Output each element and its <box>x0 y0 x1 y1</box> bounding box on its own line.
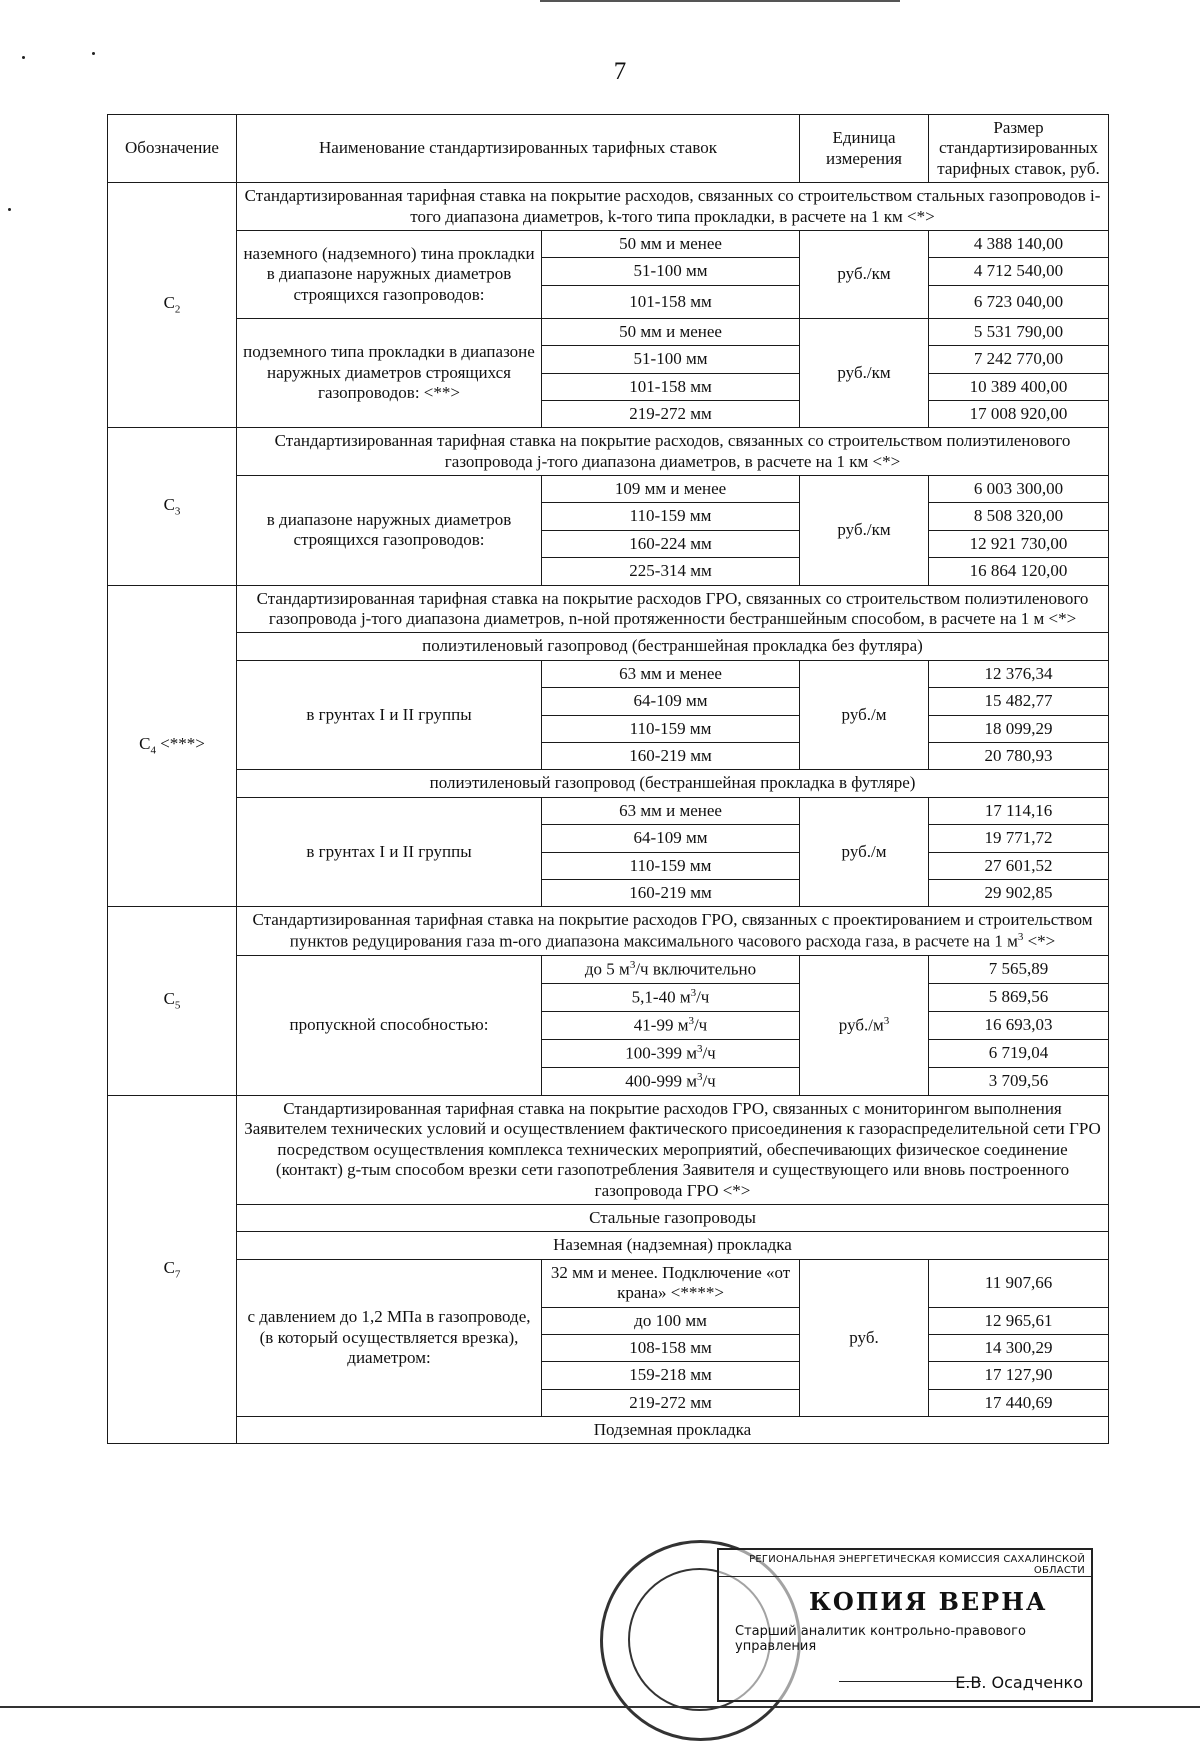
range-cell: 110-159 мм <box>542 715 800 742</box>
value-cell: 18 099,29 <box>929 715 1109 742</box>
value-cell: 3 709,56 <box>929 1067 1109 1095</box>
c2-title-row <box>108 183 1109 231</box>
c5-title-row <box>108 907 1109 955</box>
value-cell: 17 127,90 <box>929 1362 1109 1389</box>
c3-group1-label: в диапазоне наружных диаметров строящихся газопроводов: <box>237 476 542 586</box>
value-cell: 7 565,89 <box>929 955 1109 983</box>
scan-speck <box>8 208 11 211</box>
value-cell: 7 242 770,00 <box>929 346 1109 373</box>
stamp-position: Старший аналитик контрольно-правового управления <box>735 1624 1026 1654</box>
table-row <box>108 955 1109 983</box>
c4-code: $C_4$ <***> <box>108 585 237 907</box>
range-cell: 41-99 $м^3/ч$ <box>542 1011 800 1039</box>
value-cell: 27 601,52 <box>929 852 1109 879</box>
range-cell: 32 мм и менее. Подключение «от крана» <****> <box>542 1259 800 1307</box>
value-cell: 4 388 140,00 <box>929 230 1109 257</box>
c2-group1-unit: руб./км <box>800 230 929 318</box>
range-cell: 219-272 мм <box>542 1389 800 1416</box>
range-cell: 109 мм и менее <box>542 476 800 503</box>
header-size: Размер стандартизированных тарифных ставок, руб. <box>929 115 1109 183</box>
c7-section3-row <box>108 1417 1109 1444</box>
c4-section1: полиэтиленовый газопровод (бестраншейная прокладка без футляра) <box>237 633 1109 660</box>
value-cell: 17 440,69 <box>929 1389 1109 1416</box>
range-cell: 51-100 мм <box>542 258 800 285</box>
range-cell: 5,1-40 $м^3/ч$ <box>542 983 800 1011</box>
c7-section2: Наземная (надземная) прокладка <box>237 1232 1109 1259</box>
bottom-edge-line <box>0 1706 1200 1708</box>
c7-title-row <box>108 1096 1109 1205</box>
value-cell: 17 008 920,00 <box>929 400 1109 427</box>
c3-code: $C_3$ <box>108 428 237 585</box>
range-cell: 160-224 мм <box>542 530 800 557</box>
value-cell: 4 712 540,00 <box>929 258 1109 285</box>
c3-title: Стандартизированная тарифная ставка на покрытие расходов, связанных со строительством полиэтиленового газопровода j-того диапазона диаметров, в расчете на 1 км <*> <box>237 428 1109 476</box>
certified-copy-stamp <box>717 1548 1093 1702</box>
range-cell: 101-158 мм <box>542 285 800 318</box>
c5-group1-unit: $руб./м^3$ <box>800 955 929 1095</box>
value-cell: 12 376,34 <box>929 660 1109 687</box>
c7-code: $C_7$ <box>108 1096 237 1444</box>
value-cell: 19 771,72 <box>929 825 1109 852</box>
value-cell: 12 921 730,00 <box>929 530 1109 557</box>
header-name: Наименование стандартизированных тарифных ставок <box>237 115 800 183</box>
range-cell: 63 мм и менее <box>542 660 800 687</box>
range-cell: 400-999 $м^3/ч$ <box>542 1067 800 1095</box>
c2-group1-label: наземного (надземного) тина прокладки в диапазоне наружных диаметров строящихся газопроводов: <box>237 230 542 318</box>
c3-group1-unit: руб./км <box>800 476 929 586</box>
c4-group2-label: в грунтах I и II группы <box>237 797 542 907</box>
range-cell: 225-314 мм <box>542 558 800 585</box>
value-cell: 29 902,85 <box>929 879 1109 906</box>
range-cell: 110-159 мм <box>542 503 800 530</box>
c3-title-row <box>108 428 1109 476</box>
c4-group1-label: в грунтах I и II группы <box>237 660 542 770</box>
value-cell: 8 508 320,00 <box>929 503 1109 530</box>
c4-section2: полиэтиленовый газопровод (бестраншейная прокладка в футляре) <box>237 770 1109 797</box>
table-row <box>108 318 1109 345</box>
c7-section1-row <box>108 1204 1109 1231</box>
header-unit: Единица измерения <box>800 115 929 183</box>
c4-section1-row <box>108 633 1109 660</box>
c5-group1-label: пропускной способностью: <box>237 955 542 1095</box>
table-row <box>108 476 1109 503</box>
table-row <box>108 1259 1109 1307</box>
range-cell: 64-109 мм <box>542 688 800 715</box>
range-cell: 63 мм и менее <box>542 797 800 824</box>
range-cell: 101-158 мм <box>542 373 800 400</box>
value-cell: 15 482,77 <box>929 688 1109 715</box>
value-cell: 16 864 120,00 <box>929 558 1109 585</box>
c2-group2-label: подземного типа прокладки в диапазоне наружных диаметров строящихся газопроводов: <**> <box>237 318 542 428</box>
value-cell: 17 114,16 <box>929 797 1109 824</box>
value-cell: 6 719,04 <box>929 1039 1109 1067</box>
value-cell: 6 003 300,00 <box>929 476 1109 503</box>
c7-group1-unit: руб. <box>800 1259 929 1416</box>
c4-title-row <box>108 585 1109 633</box>
c7-section3: Подземная прокладка <box>237 1417 1109 1444</box>
header-designation: Обозначение <box>108 115 237 183</box>
range-cell: 110-159 мм <box>542 852 800 879</box>
c5-title: Стандартизированная тарифная ставка на покрытие расходов ГРО, связанных с проектированием и строительством пунктов редуцирования газа m-ого диапазона максимального часового расхода газа, в расчете на 1 $м^3$ <*> <box>237 907 1109 955</box>
range-cell: до 100 мм <box>542 1307 800 1334</box>
range-cell: 160-219 мм <box>542 879 800 906</box>
range-cell: до 5 $м^3/ч$ включительно <box>542 955 800 983</box>
value-cell: 6 723 040,00 <box>929 285 1109 318</box>
scan-speck <box>92 52 95 55</box>
range-cell: 64-109 мм <box>542 825 800 852</box>
value-cell: 12 965,61 <box>929 1307 1109 1334</box>
range-cell: 50 мм и менее <box>542 318 800 345</box>
value-cell: 10 389 400,00 <box>929 373 1109 400</box>
range-cell: 160-219 мм <box>542 742 800 769</box>
c7-title: Стандартизированная тарифная ставка на покрытие расходов ГРО, связанных с мониторингом выполнения Заявителем технических условий и осуществлением фактического присоединения к газораспределительной сети ГРО посредством осуществления комплекса технических мероприятий, обеспечивающих физическое соединение (контакт) g-тым способом врезки сети газопотребления Заявителя и существующего или вновь построенного газопровода ГРО <*> <box>237 1096 1109 1205</box>
value-cell: 5 869,56 <box>929 983 1109 1011</box>
value-cell: 11 907,66 <box>929 1259 1109 1307</box>
range-cell: 159-218 мм <box>542 1362 800 1389</box>
table-header-row <box>108 115 1109 183</box>
value-cell: 14 300,29 <box>929 1334 1109 1361</box>
range-cell: 50 мм и менее <box>542 230 800 257</box>
c2-code: $C_2$ <box>108 183 237 428</box>
top-edge-line <box>540 0 900 2</box>
c7-group1-label: с давлением до 1,2 МПа в газопроводе, (в который осуществляется врезка), диаметром: <box>237 1259 542 1416</box>
c7-section1: Стальные газопроводы <box>237 1204 1109 1231</box>
range-cell: 100-399 $м^3/ч$ <box>542 1039 800 1067</box>
c2-group2-unit: руб./км <box>800 318 929 428</box>
c4-section2-row <box>108 770 1109 797</box>
tariff-table <box>107 114 1109 1444</box>
range-cell: 51-100 мм <box>542 346 800 373</box>
value-cell: 20 780,93 <box>929 742 1109 769</box>
range-cell: 108-158 мм <box>542 1334 800 1361</box>
c4-title: Стандартизированная тарифная ставка на покрытие расходов ГРО, связанных со строительством полиэтиленового газопровода j-того диапазона диаметров, n-ной протяженности бестраншейным способом, в расчете на 1 м <*> <box>237 585 1109 633</box>
table-row <box>108 797 1109 824</box>
c4-group2-unit: руб./м <box>800 797 929 907</box>
value-cell: 5 531 790,00 <box>929 318 1109 345</box>
c4-group1-unit: руб./м <box>800 660 929 770</box>
stamp-verified-text: КОПИЯ ВЕРНА <box>809 1587 1048 1616</box>
table-row <box>108 660 1109 687</box>
c2-title: Стандартизированная тарифная ставка на покрытие расходов, связанных со строительством стальных газопроводов i-того диапазона диаметров, k-того типа прокладки, в расчете на 1 км <*> <box>237 183 1109 231</box>
stamp-signer-name: Е.В. Осадченко <box>955 1673 1083 1692</box>
stamp-organization: РЕГИОНАЛЬНАЯ ЭНЕРГЕТИЧЕСКАЯ КОМИССИЯ САХАЛИНСКОЙ ОБЛАСТИ <box>719 1550 1091 1577</box>
range-cell: 219-272 мм <box>542 400 800 427</box>
c7-section2-row <box>108 1232 1109 1259</box>
page-number: 7 <box>613 58 627 85</box>
table-row <box>108 230 1109 257</box>
value-cell: 16 693,03 <box>929 1011 1109 1039</box>
c5-code: $C_5$ <box>108 907 237 1096</box>
